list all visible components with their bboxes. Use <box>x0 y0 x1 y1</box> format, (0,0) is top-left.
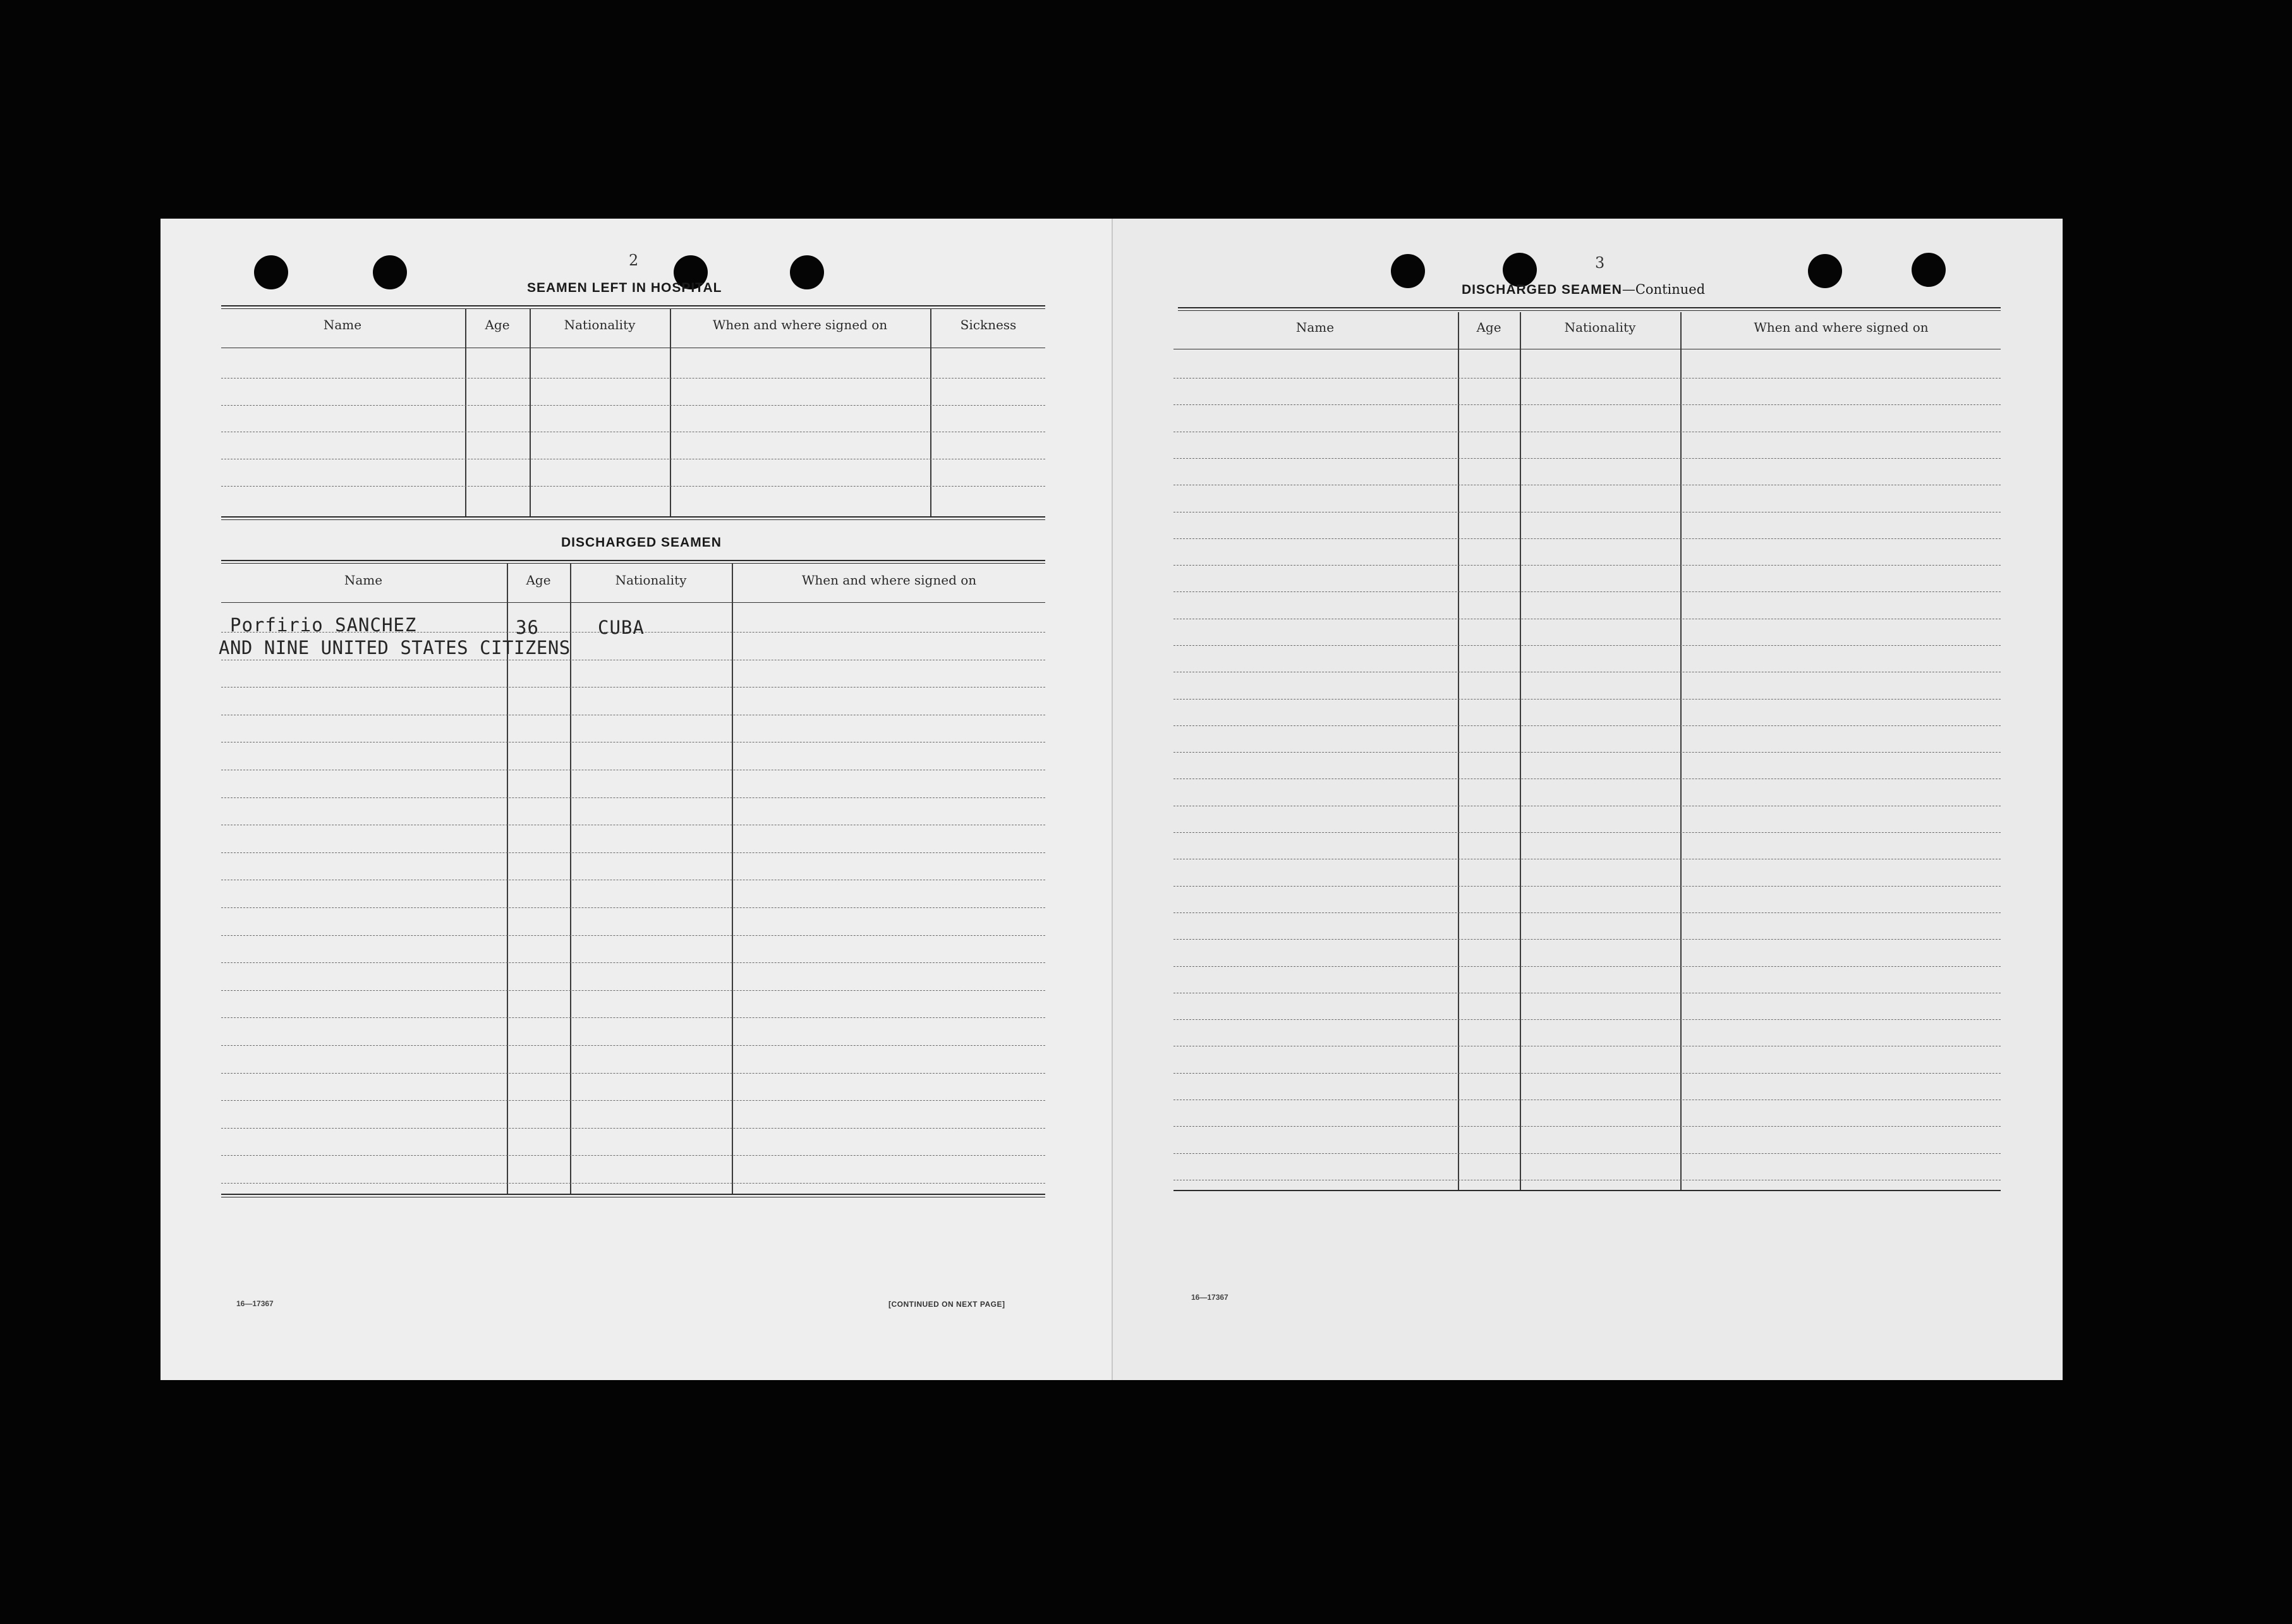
col-header-nationality: Nationality <box>615 573 687 588</box>
col-divider <box>1680 312 1682 1191</box>
table-row <box>1173 966 2001 967</box>
col-header-age: Age <box>485 317 510 332</box>
right-page <box>1112 219 2063 1380</box>
table-row <box>221 486 1045 487</box>
col-divider <box>1520 312 1521 1191</box>
table-row <box>1173 752 2001 753</box>
table-bottom-rule <box>221 516 1045 520</box>
table-row <box>1173 404 2001 405</box>
hospital-section-title: SEAMEN LEFT IN HOSPITAL <box>527 281 722 295</box>
table-row <box>1173 378 2001 379</box>
seaman-name: Porfirio SANCHEZ <box>230 614 417 636</box>
col-divider <box>1458 312 1459 1191</box>
table-row <box>1173 565 2001 566</box>
col-header-signed-on: When and where signed on <box>801 573 977 588</box>
table-row <box>221 1073 1045 1074</box>
col-header-signed-on: When and where signed on <box>712 317 888 332</box>
page-number: 3 <box>1595 254 1605 272</box>
table-row <box>221 1045 1045 1046</box>
table-row <box>1173 886 2001 887</box>
seaman-age: 36 <box>516 617 539 638</box>
table-row <box>221 935 1045 936</box>
table-row <box>1173 645 2001 646</box>
table-row <box>221 687 1045 688</box>
form-number: 16—17367 <box>236 1299 274 1308</box>
table-top-rule <box>1178 307 2001 311</box>
col-header-age: Age <box>526 573 551 588</box>
table-row <box>1173 1126 2001 1127</box>
page-number: 2 <box>629 251 639 269</box>
table-row <box>1173 1073 2001 1074</box>
form-number: 16—17367 <box>1191 1293 1228 1302</box>
table-row <box>1173 1019 2001 1020</box>
table-row <box>221 1183 1045 1184</box>
col-header-name: Name <box>323 317 362 332</box>
col-header-sickness: Sickness <box>960 317 1017 332</box>
table-row <box>221 1100 1045 1101</box>
punch-hole <box>373 255 407 289</box>
table-row <box>1173 725 2001 726</box>
table-row <box>1173 591 2001 592</box>
title-text: DISCHARGED SEAMEN <box>1462 282 1622 297</box>
title-suffix: —Continued <box>1622 282 1706 297</box>
table-row <box>221 962 1045 963</box>
table-row <box>221 1155 1045 1156</box>
table-row <box>221 990 1045 991</box>
table-row <box>1173 699 2001 700</box>
table-row <box>1173 912 2001 913</box>
seaman-nationality: CUBA <box>598 617 645 638</box>
table-row <box>1173 832 2001 833</box>
col-header-nationality: Nationality <box>564 317 636 332</box>
table-row <box>1173 538 2001 539</box>
header-underline <box>221 602 1045 603</box>
punch-hole <box>1391 254 1425 288</box>
table-row <box>221 405 1045 406</box>
punch-hole <box>1808 254 1842 288</box>
col-header-name: Name <box>1295 320 1335 335</box>
page-title <box>1462 282 1705 298</box>
table-top-rule <box>221 305 1045 309</box>
punch-hole <box>1912 253 1946 287</box>
table-row <box>221 1017 1045 1018</box>
discharged-section-title: DISCHARGED SEAMEN <box>561 535 722 550</box>
table-bottom-rule <box>221 1194 1045 1197</box>
left-page <box>161 219 1112 1380</box>
table-row <box>221 378 1045 379</box>
table-row <box>221 797 1045 798</box>
table-row <box>1173 1153 2001 1154</box>
col-header-nationality: Nationality <box>1564 320 1636 335</box>
punch-hole <box>254 255 288 289</box>
col-header-name: Name <box>344 573 383 588</box>
table-row <box>221 907 1045 908</box>
table-row <box>221 852 1045 853</box>
seaman-name-note: AND NINE UNITED STATES CITIZENS <box>219 637 571 658</box>
table-top-rule <box>221 560 1045 564</box>
table-row <box>221 1128 1045 1129</box>
col-header-signed-on: When and where signed on <box>1754 320 1929 335</box>
table-bottom-rule <box>1173 1190 2001 1191</box>
table-row <box>1173 458 2001 459</box>
col-header-age: Age <box>1476 320 1501 335</box>
continued-note: [CONTINUED ON NEXT PAGE] <box>888 1300 1005 1309</box>
punch-hole <box>790 255 824 289</box>
table-row <box>1173 939 2001 940</box>
